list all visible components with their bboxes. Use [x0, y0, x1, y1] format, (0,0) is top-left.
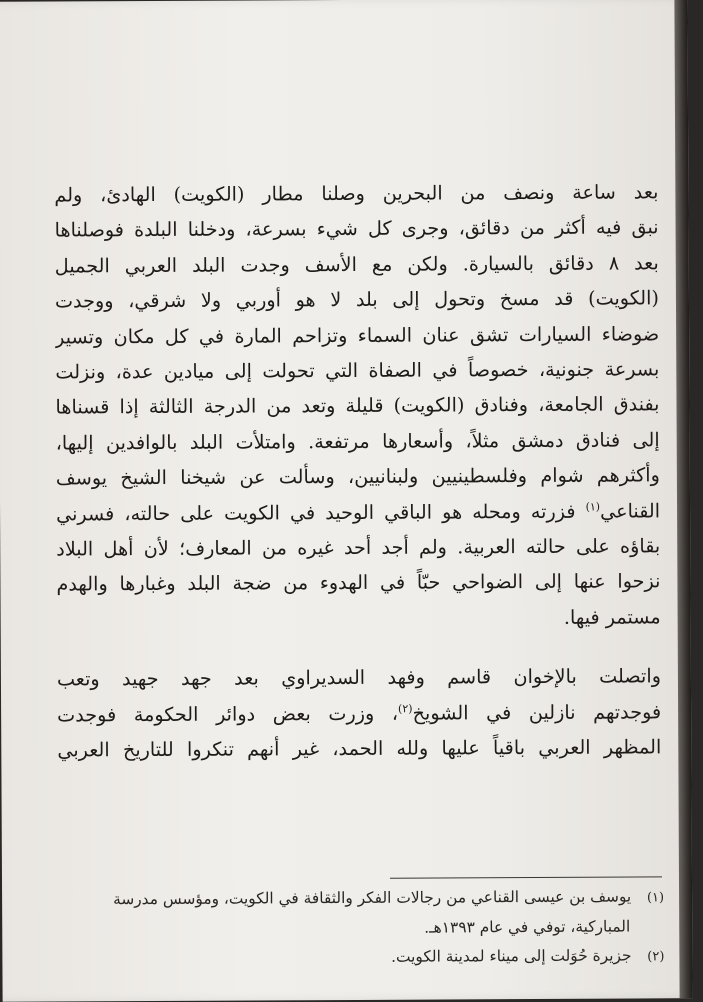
footnote-ref-1: (١): [585, 499, 601, 514]
body-text: [54, 174, 661, 768]
footnote-1: [42, 882, 664, 915]
paragraph-gap: [57, 635, 661, 662]
page-edge-shadow: [674, 0, 692, 998]
text-line: بقاؤه على حالته العربية. ولم أجد أحد غيره من المعارف؛ لأن أهل البلاد: [56, 534, 661, 561]
text-line: بعد ساعة ونصف من البحرين وصلنا مطار (الكويت) الهادئ، ولم: [54, 180, 659, 207]
footnote-separator: [390, 876, 662, 878]
text-line: مستمر فيها.: [563, 605, 661, 629]
text-line: بفندق الجامعة، وفنادق (الكويت) قليلة وتعد من الدرجة الثالثة إذا قسناها: [55, 392, 660, 419]
text-line: بعد ٨ دقائق بالسيارة. ولكن مع الأسف وجدت البلد العربي الجميل: [54, 251, 659, 278]
footnote-ref-2: (٢): [397, 701, 413, 716]
text-line: واتصلت بالإخوان قاسم وفهد السديراوي بعد جهد جهيد وتعب: [56, 664, 661, 691]
text-line-with-note: [56, 493, 660, 532]
text-line: (الكويت) قد مسخ وتحول إلى بلد لا هو أوربي ولا شرقي، ووجدت: [54, 286, 660, 313]
text-segment: فزرته ومحله هو الباقي الوحيد في الكويت على حالته، فسرني: [56, 499, 576, 526]
text-segment: القناعي: [600, 499, 661, 523]
footnote-text: يوسف بن عيسى القناعي من رجالات الفكر والثقافة في الكويت، ومؤسس مدرسة: [113, 887, 632, 909]
footnote-number: (١): [646, 890, 665, 906]
footnote-1-cont: المباركية، توفي في عام ١٣٩٣هـ.: [424, 917, 631, 937]
footnote-text: جزيرة حُوَلت إلى ميناء لمدينة الكويت.: [391, 946, 632, 966]
text-line: وأكثرهم شوام وفلسطينيين ولبنانيين، وسألت عن شيخنا الشيخ يوسف: [55, 463, 660, 490]
text-line: إلى فنادق دمشق مثلاً، وأسعارها مرتفعة. وامتلأت البلد بالوافدين إليها،: [55, 428, 660, 455]
text-line: بسرعة جنونية، خصوصاً في الصفاة التي تحولت إلى ميادين عدة، ونزلت: [55, 357, 660, 384]
text-line: المظهر العربي باقياً عليها ولله الحمد، غير أنهم تنكروا للتاريخ العربي: [57, 735, 662, 762]
text-line: نبق فيه أكثر من دقائق، وجرى كل شيء بسرعة، ودخلنا البلدة فوصلناها: [54, 215, 659, 242]
footnotes: [42, 882, 664, 974]
text-segment: فوجدتهم نازلين في الشويخ: [412, 700, 662, 725]
text-segment: ، وزرت بعض دوائر الحكومة فوجدت: [57, 701, 399, 727]
footnote-number: (٢): [647, 949, 665, 965]
text-line-with-note: [57, 694, 661, 733]
text-line: نزحوا عنها إلى الضواحي حبّاً في الهدوء من ضجة البلد وغبارها والهدم: [56, 569, 661, 596]
footnote-2: [42, 941, 664, 974]
text-line: ضوضاء السيارات تشق عنان السماء وتزاحم المارة في كل مكان وتسير: [55, 321, 660, 349]
